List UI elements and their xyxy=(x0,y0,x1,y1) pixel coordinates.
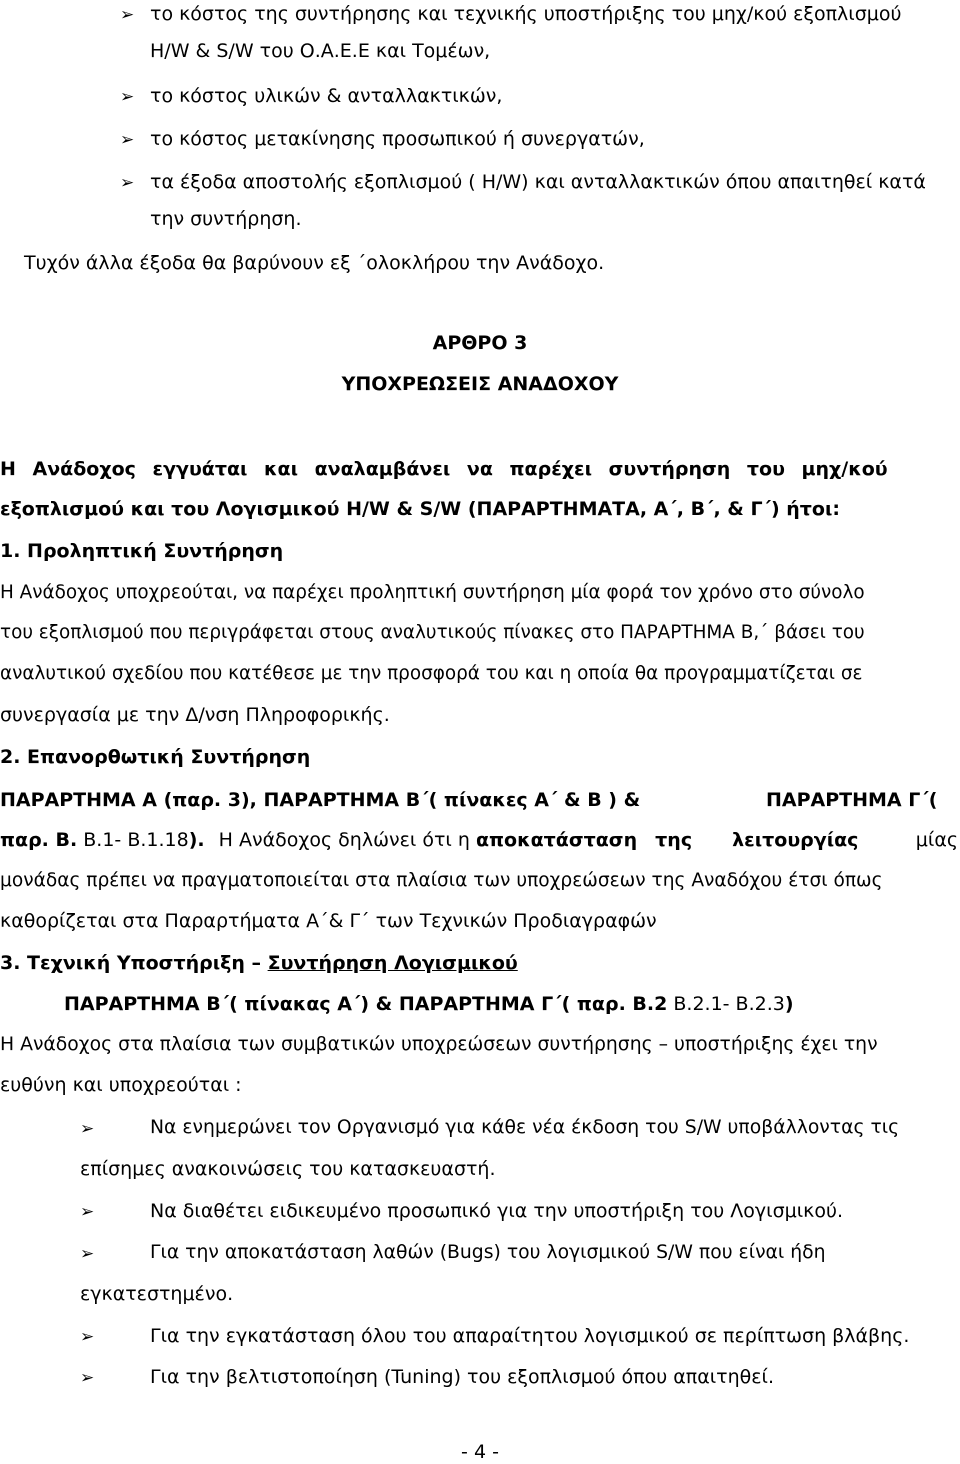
bullet-text: το κόστος της συντήρησης και τεχνικής υποστήριξης του μηχ/κού εξοπλισμού xyxy=(150,3,902,25)
paragraph-line: του εξοπλισμού που περιγράφεται στους αναλυτικούς πίνακες στο ΠΑΡΑΡΤΗΜΑ Β,΄ βάσει του xyxy=(0,622,865,643)
bullet-icon: ➢ xyxy=(120,5,135,25)
bullet-icon: ➢ xyxy=(120,130,135,150)
other-expenses-text: Τυχόν άλλα έξοδα θα βαρύνουν εξ ΄ολοκλήρου την Ανάδοχο. xyxy=(24,252,605,274)
bullet-icon: ➢ xyxy=(80,1327,95,1347)
emphasis-text: λειτουργίας xyxy=(732,829,859,851)
paragraph-line: αναλυτικού σχεδίου που κατέθεσε με την προσφορά του και η οποία θα προγραμματίζεται σε xyxy=(0,663,863,684)
bullet-text: Να διαθέτει ειδικευμένο προσωπικό για την υποστήριξη του Λογισμικού. xyxy=(150,1200,844,1222)
bullet-text-continued: Η/W & S/W του Ο.Α.Ε.Ε και Τομέων, xyxy=(150,40,491,62)
paragraph-text: Η Ανάδοχος δηλώνει ότι η xyxy=(218,829,470,851)
paragraph-line: ευθύνη και υποχρεούται : xyxy=(0,1074,242,1096)
paragraph-text: μίας xyxy=(915,829,958,851)
intro-line: εξοπλισμού και του Λογισμικού Η/W & S/W (ΠΑΡΑΡΤΗΜΑΤΑ, Α΄, Β΄, & Γ΄) ήτοι: xyxy=(0,498,840,520)
appendix-reference: ΠΑΡΑΡΤΗΜΑ Β΄( πίνακας Α΄) & ΠΑΡΑΡΤΗΜΑ Γ΄( παρ. Β.2 xyxy=(64,993,668,1015)
bullet-text: το κόστος υλικών & ανταλλακτικών, xyxy=(150,85,503,107)
appendix-reference: ) xyxy=(784,993,794,1015)
bullet-text: το κόστος μετακίνησης προσωπικού ή συνεργατών, xyxy=(150,128,645,150)
page-number: - 4 - xyxy=(461,1441,499,1463)
appendix-reference: ). xyxy=(188,829,205,851)
paragraph-line: μονάδας πρέπει να πραγματοποιείται στα πλαίσια των υποχρεώσεων της Αναδόχου έτσι όπως xyxy=(0,870,883,891)
article-number: ΑΡΘΡΟ 3 xyxy=(432,332,528,354)
appendix-reference: Β.1- Β.1.18 xyxy=(83,829,189,851)
bullet-icon: ➢ xyxy=(80,1368,95,1388)
bullet-text-continued: εγκατεστημένο. xyxy=(80,1283,234,1305)
section-heading-number: 3. Τεχνική Υποστήριξη – xyxy=(0,952,268,974)
bullet-icon: ➢ xyxy=(80,1119,95,1139)
emphasis-text: αποκατάσταση xyxy=(475,829,638,851)
section-heading: 2. Επανορθωτική Συντήρηση xyxy=(0,746,311,768)
appendix-reference: ΠΑΡΑΡΤΗΜΑ Α (παρ. 3), ΠΑΡΑΡΤΗΜΑ Β΄( πίνακες Α΄ & Β ) & xyxy=(0,789,641,811)
paragraph-line: Η Ανάδοχος υποχρεούται, να παρέχει προληπτική συντήρηση μία φορά τον χρόνο στο σύνολο xyxy=(0,582,865,603)
emphasis-text: της xyxy=(655,829,693,851)
bullet-icon: ➢ xyxy=(120,87,135,107)
bullet-text: Για την εγκατάσταση όλου του απαραίτητου λογισμικού σε περίπτωση βλάβης. xyxy=(150,1325,910,1347)
section-heading: 1. Προληπτική Συντήρηση xyxy=(0,540,284,562)
intro-text: Η Ανάδοχος εγγυάται και αναλαμβάνει να παρέχει συντήρηση του μηχ/κού xyxy=(0,458,888,480)
bullet-text: τα έξοδα αποστολής εξοπλισμού ( Η/W) και ανταλλακτικών όπου απαιτηθεί κατά xyxy=(150,171,926,193)
appendix-reference-line xyxy=(64,992,794,1016)
section-heading-underlined: Συντήρηση Λογισμικού xyxy=(267,952,518,974)
paragraph-line: Η Ανάδοχος στα πλαίσια των συμβατικών υποχρεώσεων συντήρησης – υποστήριξης έχει την xyxy=(0,1034,878,1055)
paragraph-line: καθορίζεται στα Παραρτήματα Α΄& Γ΄ των Τεχνικών Προδιαγραφών xyxy=(0,910,657,932)
appendix-reference: ΠΑΡΑΡΤΗΜΑ Γ΄( xyxy=(766,789,938,811)
bullet-text: Για την αποκατάσταση λαθών (Bugs) του λογισμικού S/W που είναι ήδη xyxy=(150,1242,826,1263)
paragraph-line xyxy=(0,828,958,852)
intro-line xyxy=(0,457,960,481)
bullet-text: Να ενημερώνει τον Οργανισμό για κάθε νέα έκδοση του S/W υποβάλλοντας τις xyxy=(150,1117,900,1138)
article-title: ΥΠΟΧΡΕΩΣΕΙΣ ΑΝΑΔΟΧΟΥ xyxy=(341,373,619,395)
bullet-icon: ➢ xyxy=(80,1202,95,1222)
appendix-reference: παρ. Β. xyxy=(0,829,78,851)
appendix-reference: Β.2.1- Β.2.3 xyxy=(673,993,785,1015)
bullet-icon: ➢ xyxy=(120,173,135,193)
bullet-icon: ➢ xyxy=(80,1244,95,1264)
section-heading xyxy=(0,951,518,975)
bullet-text-continued: την συντήρηση. xyxy=(150,208,302,230)
bullet-text: Για την βελτιστοποίηση (Tuning) του εξοπλισμού όπου απαιτηθεί. xyxy=(150,1366,775,1388)
bullet-text-continued: επίσημες ανακοινώσεις του κατασκευαστή. xyxy=(80,1158,496,1180)
paragraph-line: συνεργασία με την Δ/νση Πληροφορικής. xyxy=(0,704,390,726)
